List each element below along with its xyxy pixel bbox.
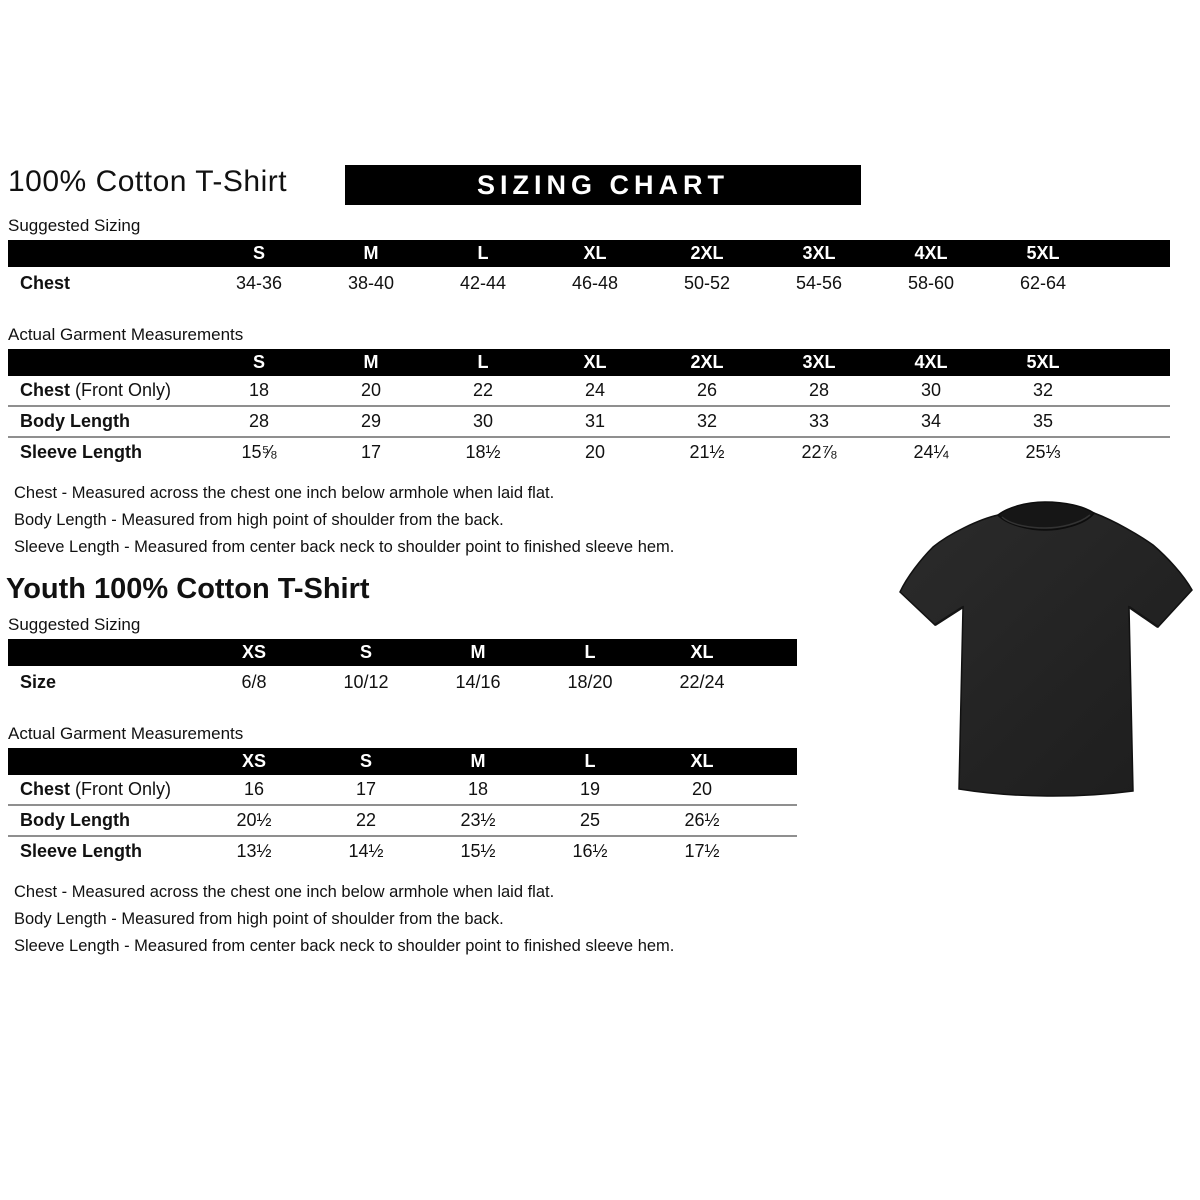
note-line: Sleeve Length - Measured from center back neck to shoulder point to finished sleeve hem. xyxy=(14,538,675,556)
column-header-xl: XL xyxy=(690,642,714,662)
table-cell: 22 xyxy=(355,810,377,830)
youth-title: Youth 100% Cotton T-Shirt xyxy=(6,573,370,605)
column-header-l: L xyxy=(477,352,489,372)
table-cell: 38-40 xyxy=(347,272,395,293)
column-header-l: L xyxy=(477,243,489,263)
column-header-xl: XL xyxy=(583,352,607,372)
column-header-xs: XS xyxy=(241,642,266,662)
column-header-l: L xyxy=(584,751,596,771)
table-cell: 18/20 xyxy=(567,671,613,692)
column-header-s: S xyxy=(359,751,372,771)
table-cell: 42-44 xyxy=(459,272,507,293)
column-header-s: S xyxy=(252,352,265,372)
adult-suggested-sizing-table xyxy=(8,240,1170,299)
youth-suggested-sizing-label: Suggested Sizing xyxy=(8,615,141,634)
column-header-2xl: 2XL xyxy=(690,243,724,263)
table-cell: 32 xyxy=(1032,380,1054,400)
row-label: Sleeve Length xyxy=(20,442,143,462)
table-cell: 33 xyxy=(808,411,830,431)
table-cell: 30 xyxy=(920,380,942,400)
table-header-row xyxy=(8,639,797,666)
table-cell: 15½ xyxy=(460,841,496,861)
table-cell: 6/8 xyxy=(241,671,267,692)
column-header-l: L xyxy=(584,642,596,662)
table-header-row xyxy=(8,748,797,775)
sizing-chart-banner-label: SIZING CHART xyxy=(477,169,729,200)
note-line: Body Length - Measured from high point of shoulder from the back. xyxy=(14,511,504,529)
column-header-5xl: 5XL xyxy=(1026,352,1060,372)
column-header-m: M xyxy=(470,642,486,662)
table-cell: 34-36 xyxy=(235,272,283,293)
table-header-row xyxy=(8,240,1170,267)
table-row xyxy=(8,775,797,804)
table-cell: 25⅓ xyxy=(1025,442,1061,462)
column-header-5xl: 5XL xyxy=(1026,243,1060,263)
table-cell: 19 xyxy=(579,779,601,799)
table-cell: 32 xyxy=(696,411,718,431)
table-header-row xyxy=(8,349,1170,376)
column-header-s: S xyxy=(252,243,265,263)
table-cell: 62-64 xyxy=(1019,272,1067,293)
table-cell: 26 xyxy=(696,380,718,400)
table-cell: 58-60 xyxy=(907,272,955,293)
column-header-3xl: 3XL xyxy=(802,352,836,372)
column-header-xs: XS xyxy=(241,751,266,771)
table-cell: 18 xyxy=(467,779,489,799)
row-label: Chest (Front Only) xyxy=(20,380,172,400)
table-cell: 23½ xyxy=(460,810,496,830)
table-cell: 21½ xyxy=(689,442,725,462)
table-cell: 35 xyxy=(1032,411,1054,431)
table-row xyxy=(8,376,1170,405)
table-cell: 54-56 xyxy=(795,272,843,293)
column-header-4xl: 4XL xyxy=(914,243,948,263)
note-line: Chest - Measured across the chest one inch below armhole when laid flat. xyxy=(14,484,555,502)
table-cell: 16 xyxy=(243,779,265,799)
page-title: 100% Cotton T-Shirt xyxy=(8,165,288,198)
table-cell: 17 xyxy=(355,779,377,799)
note-line: Chest - Measured across the chest one inch below armhole when laid flat. xyxy=(14,883,555,901)
column-header-xl: XL xyxy=(583,243,607,263)
table-cell: 34 xyxy=(920,411,942,431)
note-line: Sleeve Length - Measured from center back neck to shoulder point to finished sleeve hem. xyxy=(14,937,675,955)
column-header-4xl: 4XL xyxy=(914,352,948,372)
table-cell: 20½ xyxy=(236,810,272,830)
table-cell: 29 xyxy=(360,411,382,431)
table-cell: 50-52 xyxy=(683,272,731,293)
row-label: Size xyxy=(20,671,57,692)
column-header-m: M xyxy=(363,352,379,372)
table-row xyxy=(8,267,1170,299)
row-label: Chest (Front Only) xyxy=(20,779,172,799)
table-cell: 15⅝ xyxy=(241,442,277,462)
table-cell: 22/24 xyxy=(679,671,725,692)
row-label: Body Length xyxy=(20,411,130,431)
table-row xyxy=(8,804,797,835)
table-cell: 18½ xyxy=(465,442,501,462)
table-cell: 20 xyxy=(691,779,713,799)
table-cell: 17½ xyxy=(684,841,720,861)
table-row xyxy=(8,405,1170,436)
row-label: Sleeve Length xyxy=(20,841,143,861)
table-cell: 28 xyxy=(248,411,270,431)
table-cell: 25 xyxy=(579,810,601,830)
table-cell: 30 xyxy=(472,411,494,431)
table-cell: 31 xyxy=(584,411,606,431)
table-cell: 17 xyxy=(360,442,382,462)
table-row xyxy=(8,436,1170,467)
adult-suggested-sizing-label: Suggested Sizing xyxy=(8,216,141,235)
table-cell: 22⅞ xyxy=(801,442,837,462)
table-cell: 20 xyxy=(584,442,606,462)
table-cell: 18 xyxy=(248,380,270,400)
table-row xyxy=(8,835,797,866)
sizing-chart-banner xyxy=(345,165,861,205)
column-header-m: M xyxy=(363,243,379,263)
youth-actual-measurements-table xyxy=(8,748,797,866)
page-header xyxy=(8,165,1192,207)
table-cell: 20 xyxy=(360,380,382,400)
table-cell: 26½ xyxy=(684,810,720,830)
table-cell: 14/16 xyxy=(455,671,501,692)
table-row xyxy=(8,666,797,698)
column-header-3xl: 3XL xyxy=(802,243,836,263)
youth-actual-measurements-label: Actual Garment Measurements xyxy=(8,724,244,743)
table-cell: 46-48 xyxy=(571,272,619,293)
row-label: Chest xyxy=(20,272,71,293)
table-cell: 13½ xyxy=(236,841,272,861)
table-cell: 24 xyxy=(584,380,606,400)
table-cell: 24¼ xyxy=(913,442,949,462)
row-label: Body Length xyxy=(20,810,130,830)
note-line: Body Length - Measured from high point of shoulder from the back. xyxy=(14,910,504,928)
column-header-m: M xyxy=(470,751,486,771)
youth-measurement-notes xyxy=(8,879,1192,960)
adult-actual-measurements-label: Actual Garment Measurements xyxy=(8,325,244,344)
black-tshirt-image xyxy=(895,497,1197,805)
table-cell: 10/12 xyxy=(343,671,389,692)
table-cell: 14½ xyxy=(348,841,384,861)
table-cell: 16½ xyxy=(572,841,608,861)
table-cell: 28 xyxy=(808,380,830,400)
adult-actual-measurements-table xyxy=(8,349,1170,467)
column-header-s: S xyxy=(359,642,372,662)
black-tshirt-graphic xyxy=(895,497,1197,805)
column-header-xl: XL xyxy=(690,751,714,771)
youth-suggested-sizing-table xyxy=(8,639,797,698)
column-header-2xl: 2XL xyxy=(690,352,724,372)
table-cell: 22 xyxy=(472,380,494,400)
